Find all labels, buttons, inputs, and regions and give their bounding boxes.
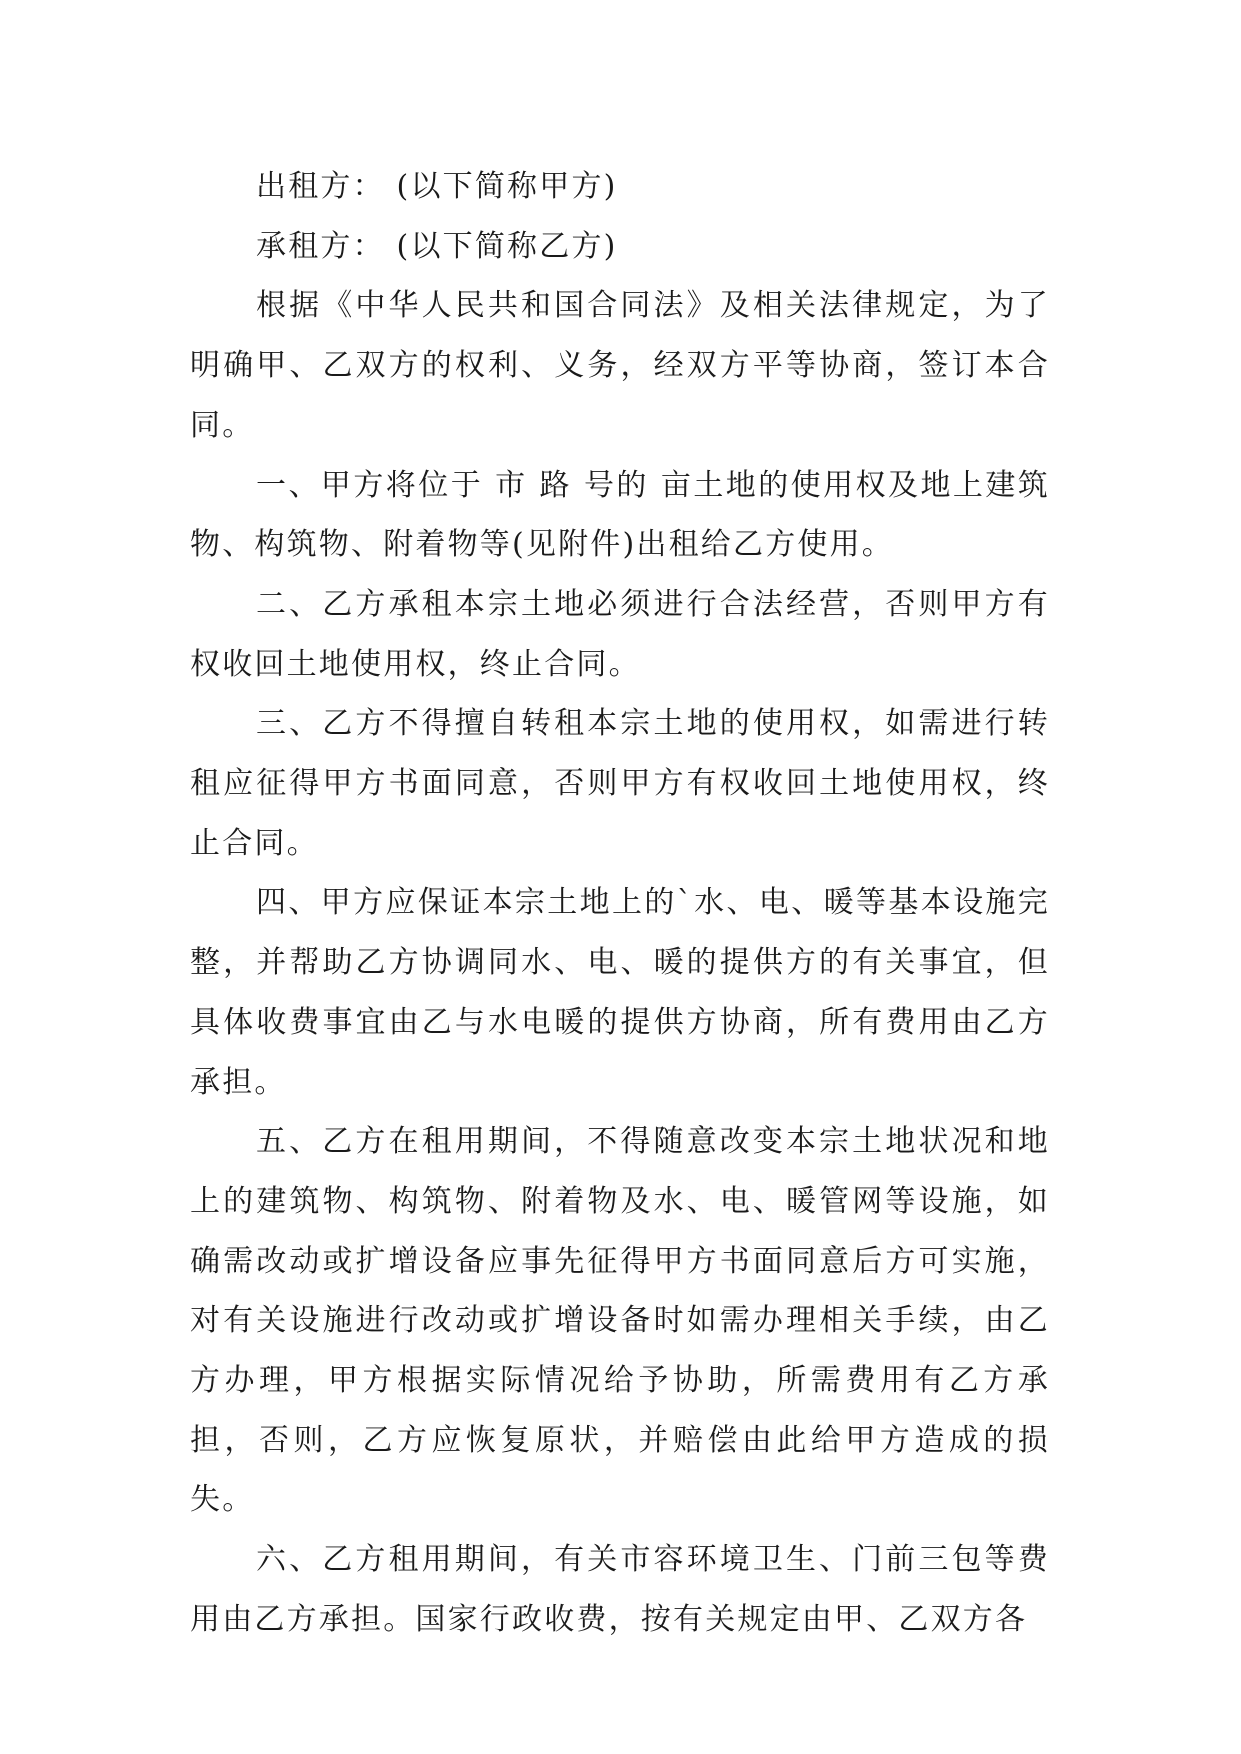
preamble-paragraph: 根据《中华人民共和国合同法》及相关法律规定，为了明确甲、乙双方的权利、义务，经双方平等协商，签订本合同。	[190, 288, 1050, 443]
clause-6: 六、乙方租用期间，有关市容环境卫生、门前三包等费用由乙方承担。国家行政收费，按有关规定由甲、乙双方各	[190, 1542, 1050, 1637]
clause-1: 一、甲方将位于 市 路 号的 亩土地的使用权及地上建筑物、构筑物、附着物等(见附件)出租给乙方使用。	[190, 467, 1050, 563]
lessor-line: 出租方： (以下简称甲方)	[256, 169, 618, 204]
contract-body	[190, 157, 1050, 1650]
lessee-line: 承租方： (以下简称乙方)	[256, 228, 618, 264]
clause-5: 五、乙方在租用期间，不得随意改变本宗土地状况和地上的建筑物、构筑物、附着物及水、电、暖管网等设施，如确需改动或扩增设备应事先征得甲方书面同意后方可实施，对有关设施进行改动或扩增设备时如需办理相关手续，由乙方办理，甲方根据实际情况给予协助，所需费用有乙方承担，否则，乙方应恢复原状，并赔偿由此给甲方造成的损失。	[190, 1124, 1050, 1518]
clause-4: 四、甲方应保证本宗土地上的`水、电、暖等基本设施完整，并帮助乙方协调同水、电、暖的提供方的有关事宜，但具体收费事宜由乙与水电暖的提供方协商，所有费用由乙方承担。	[190, 885, 1050, 1100]
clause-3: 三、乙方不得擅自转租本宗土地的使用权，如需进行转租应征得甲方书面同意，否则甲方有权收回土地使用权，终止合同。	[190, 706, 1050, 861]
clause-2: 二、乙方承租本宗土地必须进行合法经营，否则甲方有权收回土地使用权，终止合同。	[190, 586, 1050, 682]
